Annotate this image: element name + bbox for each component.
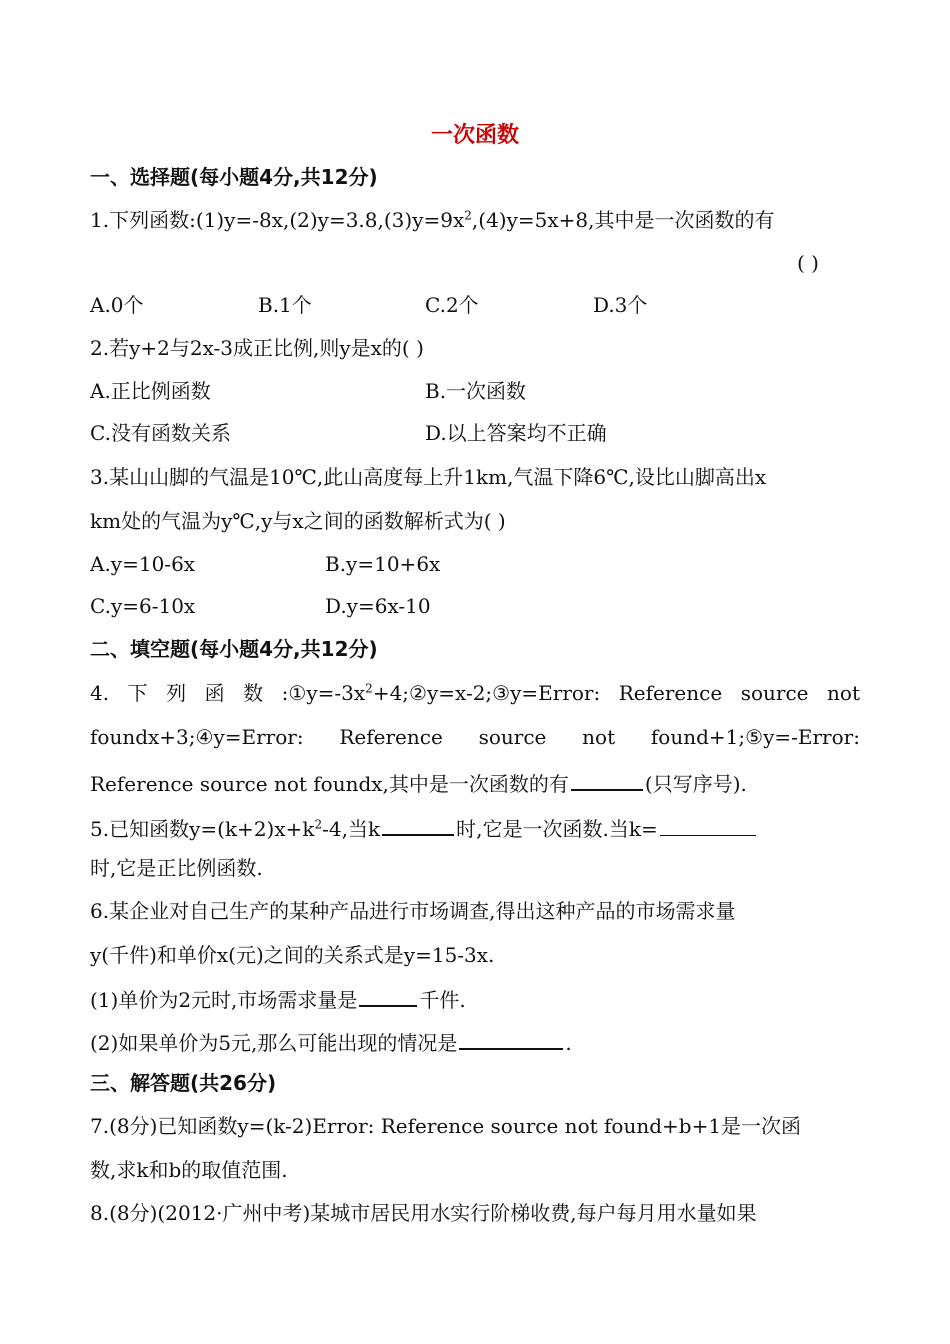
q4-l2-w4: not	[582, 725, 616, 749]
q1-option-d: D.3个	[593, 293, 648, 317]
question-6-line2: y(千件)和单价x(元)之间的关系式是y=15-3x.	[90, 943, 495, 967]
q1-option-a: A.0个	[90, 293, 144, 317]
q1-option-c: C.2个	[425, 293, 479, 317]
question-8-line1: 8.(8分)(2012·广州中考)某城市居民用水实行阶梯收费,每户每月用水量如果	[90, 1201, 757, 1225]
q1-option-b: B.1个	[258, 293, 312, 317]
q4-l2-w1: foundx+3;④y=Error:	[90, 725, 304, 749]
q4-w1: 4.	[90, 681, 110, 705]
q6-answer-blank-2[interactable]	[459, 1026, 563, 1050]
q4-answer-blank[interactable]	[571, 767, 643, 791]
q2-option-d: D.以上答案均不正确	[425, 421, 607, 445]
page-title: 一次函数	[430, 123, 519, 148]
q5-b: -4,当k	[322, 817, 381, 841]
question-4-line3	[90, 767, 860, 799]
q4-w6a: :①y=-3x	[281, 681, 366, 705]
question-3-line2: km处的气温为y℃,y与x之间的函数解析式为( )	[90, 509, 506, 533]
q4-l3-b: (只写序号).	[644, 772, 747, 796]
q4-w8: source	[740, 681, 809, 705]
q5-superscript: 2	[314, 817, 323, 832]
q5-answer-blank-1[interactable]	[382, 812, 454, 836]
question-2-stem: 2.若y+2与2x-3成正比例,则y是x的( )	[90, 336, 424, 360]
q4-w6	[282, 678, 601, 708]
q4-w9: not	[827, 681, 860, 705]
q6-sub2-a: (2)如果单价为5元,那么可能出现的情况是	[90, 1031, 458, 1055]
q2-option-b: B.一次函数	[425, 379, 527, 403]
q4-l2-w2: Reference	[339, 725, 443, 749]
q4-w5: 数	[243, 681, 264, 705]
q2-option-a: A.正比例函数	[90, 379, 211, 403]
q4-w7: Reference	[618, 681, 723, 705]
q4-w2: 下	[127, 681, 148, 705]
question-5-line2: 时,它是正比例函数.	[90, 856, 263, 880]
question-6-sub1	[90, 983, 860, 1015]
q3-option-a: A.y=10-6x	[90, 552, 196, 576]
q6-sub1-b: 千件.	[419, 988, 466, 1012]
q4-superscript: 2	[365, 681, 373, 696]
q4-w4: 函	[204, 681, 225, 705]
question-7-line2: 数,求k和b的取值范围.	[90, 1158, 288, 1182]
q4-l2-w5: found+1;⑤y=-Error:	[650, 725, 860, 749]
q6-answer-blank-1[interactable]	[359, 983, 417, 1007]
q1-superscript: 2	[464, 208, 472, 223]
q3-option-b: B.y=10+6x	[325, 552, 441, 576]
section1-heading: 一、选择题(每小题4分,共12分)	[90, 165, 378, 189]
section3-heading: 三、解答题(共26分)	[90, 1071, 277, 1095]
question-5-line1	[90, 812, 860, 844]
q5-answer-blank-2[interactable]	[660, 813, 756, 836]
q1-stem-b: ,(4)y=5x+8,其中是一次函数的有	[471, 208, 775, 232]
question-7-line1: 7.(8分)已知函数y=(k-2)Error: Reference source not found+b+1是一次函	[90, 1114, 802, 1138]
q6-sub2-b: .	[565, 1031, 572, 1055]
q1-answer-paren: ( )	[797, 251, 819, 275]
question-1-stem	[90, 205, 860, 235]
q2-option-c: C.没有函数关系	[90, 421, 231, 445]
q3-option-d: D.y=6x-10	[325, 594, 431, 618]
q4-l2-w3: source	[478, 725, 547, 749]
question-4-line1	[90, 678, 860, 708]
question-6-sub2	[90, 1026, 860, 1058]
q4-w6b: +4;②y=x-2;③y=Error:	[372, 681, 601, 705]
question-3-line1: 3.某山山脚的气温是10℃,此山高度每上升1km,气温下降6℃,设比山脚高出x	[90, 465, 767, 489]
section2-heading: 二、填空题(每小题4分,共12分)	[90, 637, 378, 661]
q5-a: 5.已知函数y=(k+2)x+k	[90, 817, 315, 841]
q6-sub1-a: (1)单价为2元时,市场需求量是	[90, 988, 358, 1012]
q4-w3: 列	[166, 681, 187, 705]
q4-l3-a: Reference source not foundx,其中是一次函数的有	[90, 772, 569, 796]
question-4-line2	[90, 722, 860, 752]
question-6-line1: 6.某企业对自己生产的某种产品进行市场调查,得出这种产品的市场需求量	[90, 899, 736, 923]
q5-c: 时,它是一次函数.当k=	[456, 817, 658, 841]
q1-stem-a: 1.下列函数:(1)y=-8x,(2)y=3.8,(3)y=9x	[90, 208, 465, 232]
q3-option-c: C.y=6-10x	[90, 594, 196, 618]
